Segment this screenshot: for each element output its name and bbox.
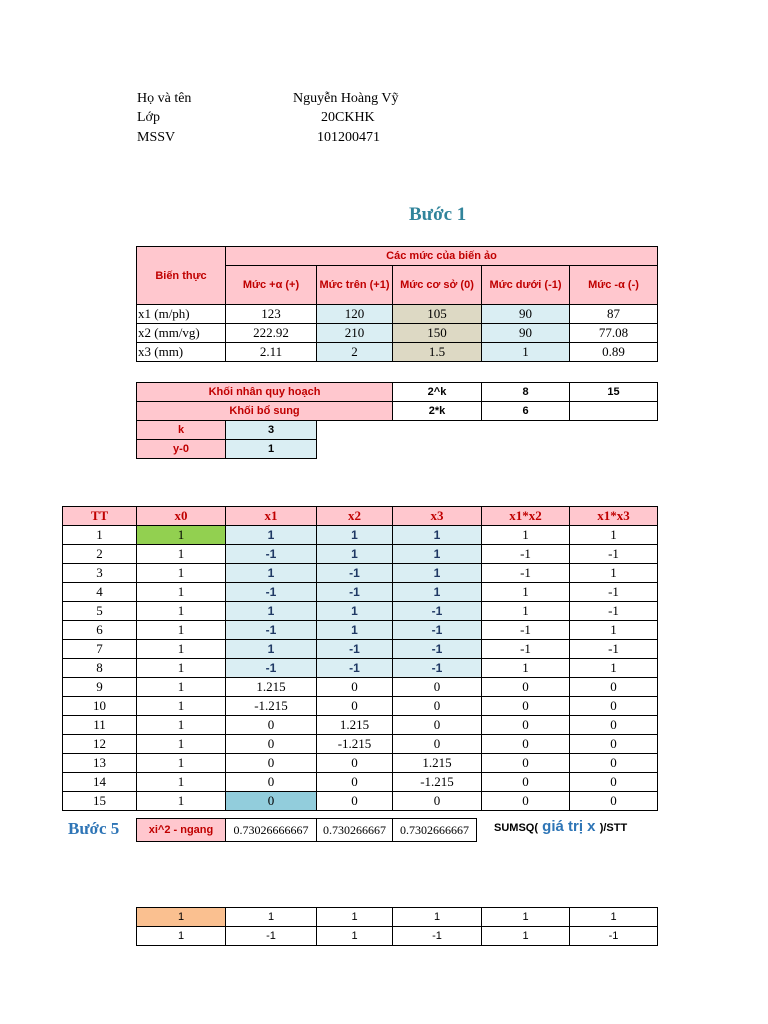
matrix-cell: -1 xyxy=(226,545,317,564)
formula-suffix: )/STT xyxy=(599,822,628,834)
matrix-cell: -1 xyxy=(570,583,658,602)
matrix-header: x1*x2 xyxy=(482,507,570,526)
bottom-cell: 1 xyxy=(482,927,570,946)
matrix-cell: 0 xyxy=(317,678,393,697)
matrix-cell: 1 xyxy=(226,640,317,659)
matrix-cell: 0 xyxy=(482,697,570,716)
matrix-cell: 8 xyxy=(63,659,137,678)
matrix-cell: 1 xyxy=(317,545,393,564)
matrix-cell: 1 xyxy=(137,583,226,602)
table-row xyxy=(63,526,658,545)
matrix-cell: 0 xyxy=(317,754,393,773)
matrix-cell: 0 xyxy=(570,697,658,716)
design-matrix-table xyxy=(62,506,658,811)
cell: 87 xyxy=(570,305,658,324)
matrix-cell: 0 xyxy=(393,735,482,754)
table-row xyxy=(63,659,658,678)
matrix-cell: -1 xyxy=(317,640,393,659)
block-row2-empty xyxy=(570,402,658,421)
k-value: 3 xyxy=(226,421,317,440)
bottom-cell: -1 xyxy=(570,927,658,946)
matrix-cell: 0 xyxy=(482,716,570,735)
col-header: Mức -α (-) xyxy=(570,266,658,305)
matrix-cell: 1 xyxy=(317,621,393,640)
block-row1-label: Khối nhân quy hoạch xyxy=(137,383,393,402)
step1-title: Bước 1 xyxy=(409,204,467,225)
row-name: x3 (mm) xyxy=(137,343,226,362)
matrix-cell: 1 xyxy=(137,735,226,754)
table-row xyxy=(63,773,658,792)
matrix-cell: 1 xyxy=(393,583,482,602)
matrix-cell: 7 xyxy=(63,640,137,659)
matrix-cell: 0 xyxy=(570,773,658,792)
cell: 222.92 xyxy=(226,324,317,343)
matrix-cell: 1 xyxy=(482,602,570,621)
table-row xyxy=(63,583,658,602)
matrix-cell: -1 xyxy=(317,583,393,602)
matrix-cell: 1 xyxy=(137,602,226,621)
matrix-cell: 0 xyxy=(226,792,317,811)
matrix-cell: 1 xyxy=(570,659,658,678)
matrix-cell: 6 xyxy=(63,621,137,640)
matrix-cell: 1 xyxy=(482,659,570,678)
step5-value: 0.7302666667 xyxy=(393,819,477,842)
table-row xyxy=(63,545,658,564)
matrix-cell: 9 xyxy=(63,678,137,697)
matrix-cell: 1 xyxy=(393,564,482,583)
matrix-cell: -1 xyxy=(226,621,317,640)
bottom-cell: 1 xyxy=(226,908,317,927)
matrix-cell: 0 xyxy=(482,754,570,773)
block-table xyxy=(136,382,658,459)
cell: 0.89 xyxy=(570,343,658,362)
col-header: Mức +α (+) xyxy=(226,266,317,305)
matrix-header: x1 xyxy=(226,507,317,526)
matrix-cell: 13 xyxy=(63,754,137,773)
table-row xyxy=(137,927,658,946)
block-row1-total: 15 xyxy=(570,383,658,402)
matrix-cell: 0 xyxy=(570,792,658,811)
matrix-cell: -1 xyxy=(393,659,482,678)
cell: 1.5 xyxy=(393,343,482,362)
matrix-cell: 0 xyxy=(317,773,393,792)
matrix-cell: -1.215 xyxy=(393,773,482,792)
info-name-label: Họ và tên xyxy=(137,91,192,106)
bottom-cell: -1 xyxy=(226,927,317,946)
y0-label: y-0 xyxy=(137,440,226,459)
matrix-cell: 5 xyxy=(63,602,137,621)
table-row xyxy=(63,716,658,735)
matrix-header: x2 xyxy=(317,507,393,526)
step5-label: xi^2 - ngang xyxy=(137,819,226,842)
cell: 123 xyxy=(226,305,317,324)
y0-value: 1 xyxy=(226,440,317,459)
row-name: x2 (mm/vg) xyxy=(137,324,226,343)
matrix-cell: -1 xyxy=(226,659,317,678)
matrix-cell: 1 xyxy=(570,621,658,640)
k-label: k xyxy=(137,421,226,440)
bottom-cell: 1 xyxy=(317,927,393,946)
matrix-cell: 0 xyxy=(482,735,570,754)
matrix-cell: 1 xyxy=(226,602,317,621)
table-row xyxy=(63,640,658,659)
bottom-cell: 1 xyxy=(137,927,226,946)
bottom-cell: 1 xyxy=(482,908,570,927)
bottom-cell: 1 xyxy=(137,908,226,927)
matrix-cell: 10 xyxy=(63,697,137,716)
matrix-cell: 1 xyxy=(393,545,482,564)
table-row xyxy=(63,754,658,773)
table-row xyxy=(137,908,658,927)
matrix-cell: -1.215 xyxy=(226,697,317,716)
cell: 90 xyxy=(482,324,570,343)
matrix-cell: -1 xyxy=(570,545,658,564)
info-id-label: MSSV xyxy=(137,130,176,145)
cell: 210 xyxy=(317,324,393,343)
table-row xyxy=(63,792,658,811)
matrix-cell: 0 xyxy=(482,773,570,792)
block-row2-value: 6 xyxy=(482,402,570,421)
matrix-cell: 1 xyxy=(137,754,226,773)
matrix-cell: 1 xyxy=(482,526,570,545)
matrix-cell: -1.215 xyxy=(317,735,393,754)
matrix-cell: 12 xyxy=(63,735,137,754)
matrix-cell: 1 xyxy=(226,564,317,583)
matrix-cell: 1 xyxy=(570,526,658,545)
matrix-cell: 1 xyxy=(137,621,226,640)
matrix-cell: -1 xyxy=(482,640,570,659)
formula-mid: giá trị x xyxy=(538,818,600,835)
matrix-cell: 0 xyxy=(393,678,482,697)
block-row1-formula: 2^k xyxy=(393,383,482,402)
matrix-cell: 1 xyxy=(226,526,317,545)
matrix-cell: 0 xyxy=(317,697,393,716)
matrix-cell: 0 xyxy=(482,678,570,697)
cell: 2 xyxy=(317,343,393,362)
matrix-cell: 1 xyxy=(393,526,482,545)
matrix-cell: 3 xyxy=(63,564,137,583)
matrix-cell: 15 xyxy=(63,792,137,811)
matrix-cell: 2 xyxy=(63,545,137,564)
col-header: Mức cơ sở (0) xyxy=(393,266,482,305)
matrix-cell: -1 xyxy=(393,621,482,640)
table-row xyxy=(63,678,658,697)
matrix-header: x1*x3 xyxy=(570,507,658,526)
cell: 105 xyxy=(393,305,482,324)
matrix-cell: 0 xyxy=(226,773,317,792)
matrix-cell: 1 xyxy=(137,564,226,583)
cell: 77.08 xyxy=(570,324,658,343)
matrix-cell: 0 xyxy=(226,735,317,754)
cell: 150 xyxy=(393,324,482,343)
cell: 2.11 xyxy=(226,343,317,362)
matrix-cell: 4 xyxy=(63,583,137,602)
matrix-cell: 0 xyxy=(570,716,658,735)
matrix-cell: 1 xyxy=(137,678,226,697)
matrix-cell: -1 xyxy=(317,564,393,583)
matrix-cell: 1 xyxy=(137,792,226,811)
matrix-cell: -1 xyxy=(482,621,570,640)
col-header: Mức dưới (-1) xyxy=(482,266,570,305)
group-header: Các mức của biến ảo xyxy=(226,247,658,266)
step5-title: Bước 5 xyxy=(68,819,120,838)
col-header: Mức trên (+1) xyxy=(317,266,393,305)
matrix-cell: 0 xyxy=(226,716,317,735)
info-class-label: Lớp xyxy=(137,110,160,125)
step5-value: 0.730266667 xyxy=(317,819,393,842)
cell: 1 xyxy=(482,343,570,362)
matrix-cell: 1.215 xyxy=(393,754,482,773)
matrix-cell: -1 xyxy=(570,640,658,659)
matrix-cell: 0 xyxy=(393,716,482,735)
matrix-cell: 1.215 xyxy=(317,716,393,735)
matrix-cell: -1 xyxy=(482,564,570,583)
matrix-cell: -1 xyxy=(226,583,317,602)
step5-formula xyxy=(494,818,627,835)
formula-prefix: SUMSQ( xyxy=(494,822,538,834)
matrix-cell: 0 xyxy=(570,735,658,754)
bottom-table xyxy=(136,907,658,946)
matrix-cell: 1 xyxy=(137,640,226,659)
matrix-cell: 1 xyxy=(317,526,393,545)
matrix-cell: 1 xyxy=(137,773,226,792)
matrix-cell: 1 xyxy=(137,716,226,735)
matrix-cell: -1 xyxy=(482,545,570,564)
matrix-cell: 11 xyxy=(63,716,137,735)
info-name-value: Nguyễn Hoàng Vỹ xyxy=(293,91,399,106)
bottom-cell: 1 xyxy=(570,908,658,927)
matrix-cell: 1 xyxy=(137,659,226,678)
row-name: x1 (m/ph) xyxy=(137,305,226,324)
matrix-cell: 0 xyxy=(570,678,658,697)
matrix-cell: 1.215 xyxy=(226,678,317,697)
step5-value: 0.73026666667 xyxy=(226,819,317,842)
block-row2-formula: 2*k xyxy=(393,402,482,421)
matrix-cell: -1 xyxy=(393,640,482,659)
table-row xyxy=(63,697,658,716)
bottom-cell: 1 xyxy=(317,908,393,927)
step5-table xyxy=(136,818,477,842)
matrix-header: x3 xyxy=(393,507,482,526)
table-row xyxy=(63,621,658,640)
levels-table xyxy=(136,246,658,362)
bottom-cell: 1 xyxy=(393,908,482,927)
matrix-cell: 14 xyxy=(63,773,137,792)
matrix-cell: 0 xyxy=(393,697,482,716)
matrix-cell: 1 xyxy=(137,697,226,716)
table-row xyxy=(63,564,658,583)
block-row1-value: 8 xyxy=(482,383,570,402)
bottom-cell: -1 xyxy=(393,927,482,946)
cell: 120 xyxy=(317,305,393,324)
block-row2-label: Khối bổ sung xyxy=(137,402,393,421)
matrix-cell: 0 xyxy=(226,754,317,773)
matrix-cell: -1 xyxy=(393,602,482,621)
cell: 90 xyxy=(482,305,570,324)
matrix-cell: -1 xyxy=(570,602,658,621)
matrix-cell: 0 xyxy=(393,792,482,811)
info-class-value: 20CKHK xyxy=(321,110,375,125)
matrix-cell: 1 xyxy=(317,602,393,621)
table-row xyxy=(63,602,658,621)
matrix-cell: 0 xyxy=(570,754,658,773)
var-header: Biến thực xyxy=(137,247,226,305)
info-id-value: 101200471 xyxy=(317,130,380,145)
matrix-cell: 1 xyxy=(63,526,137,545)
matrix-cell: -1 xyxy=(317,659,393,678)
matrix-cell: 1 xyxy=(482,583,570,602)
matrix-cell: 1 xyxy=(137,526,226,545)
matrix-cell: 1 xyxy=(570,564,658,583)
matrix-cell: 1 xyxy=(137,545,226,564)
matrix-header: TT xyxy=(63,507,137,526)
table-row xyxy=(63,735,658,754)
matrix-header: x0 xyxy=(137,507,226,526)
matrix-cell: 0 xyxy=(482,792,570,811)
matrix-cell: 0 xyxy=(317,792,393,811)
